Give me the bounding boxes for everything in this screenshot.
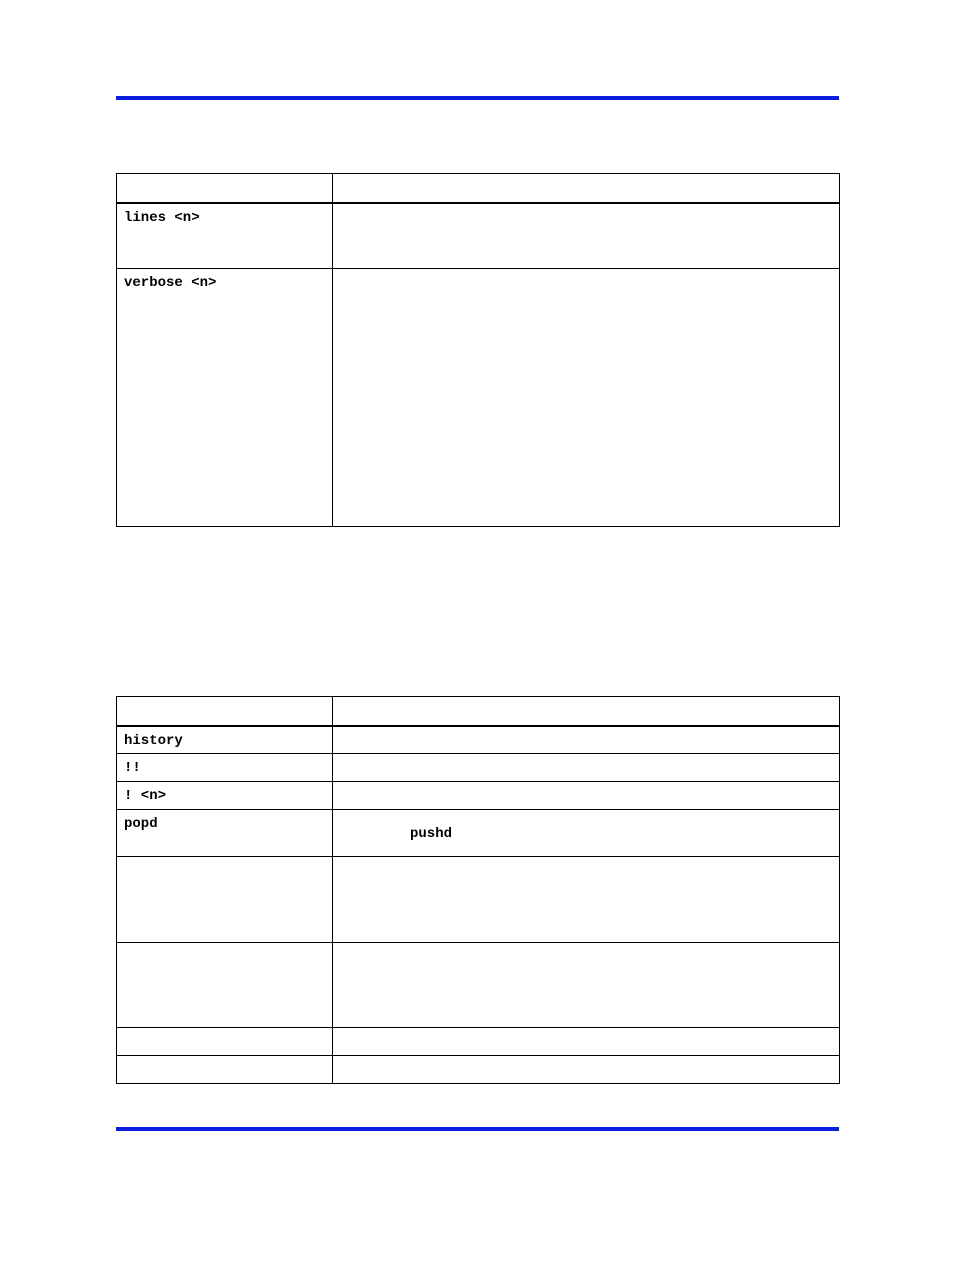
description-cell — [333, 943, 840, 1028]
description-cell — [333, 754, 840, 782]
description-cell — [333, 1028, 840, 1056]
description-cell — [333, 269, 840, 527]
description-cell — [333, 1056, 840, 1084]
header-cell-description — [333, 697, 840, 726]
commands-table — [116, 696, 840, 1084]
header-cell-description — [333, 174, 840, 203]
description-cell — [333, 726, 840, 754]
table-row — [117, 857, 840, 943]
table-row — [117, 754, 840, 782]
command-cell: popd — [117, 810, 333, 857]
command-cell — [117, 943, 333, 1028]
table-row — [117, 269, 840, 527]
header-rule — [116, 96, 839, 100]
footer-rule — [116, 1127, 839, 1131]
description-cell — [333, 857, 840, 943]
table-header-row — [117, 174, 840, 203]
description-cell — [333, 782, 840, 810]
command-cell — [117, 857, 333, 943]
command-cell — [117, 1056, 333, 1084]
table-row — [117, 810, 840, 857]
description-cell — [333, 203, 840, 269]
command-cell: verbose <n> — [117, 269, 333, 527]
options-table — [116, 173, 840, 527]
description-cell — [333, 810, 840, 857]
table-row — [117, 203, 840, 269]
command-cell: ! <n> — [117, 782, 333, 810]
command-cell: history — [117, 726, 333, 754]
header-cell-command — [117, 697, 333, 726]
table-row — [117, 943, 840, 1028]
table-row — [117, 1056, 840, 1084]
command-cell: !! — [117, 754, 333, 782]
command-cell — [117, 1028, 333, 1056]
table-row — [117, 726, 840, 754]
header-cell-command — [117, 174, 333, 203]
table-row — [117, 782, 840, 810]
command-cell: lines <n> — [117, 203, 333, 269]
description-code: pushd — [410, 826, 453, 842]
table-header-row — [117, 697, 840, 726]
table-row — [117, 1028, 840, 1056]
